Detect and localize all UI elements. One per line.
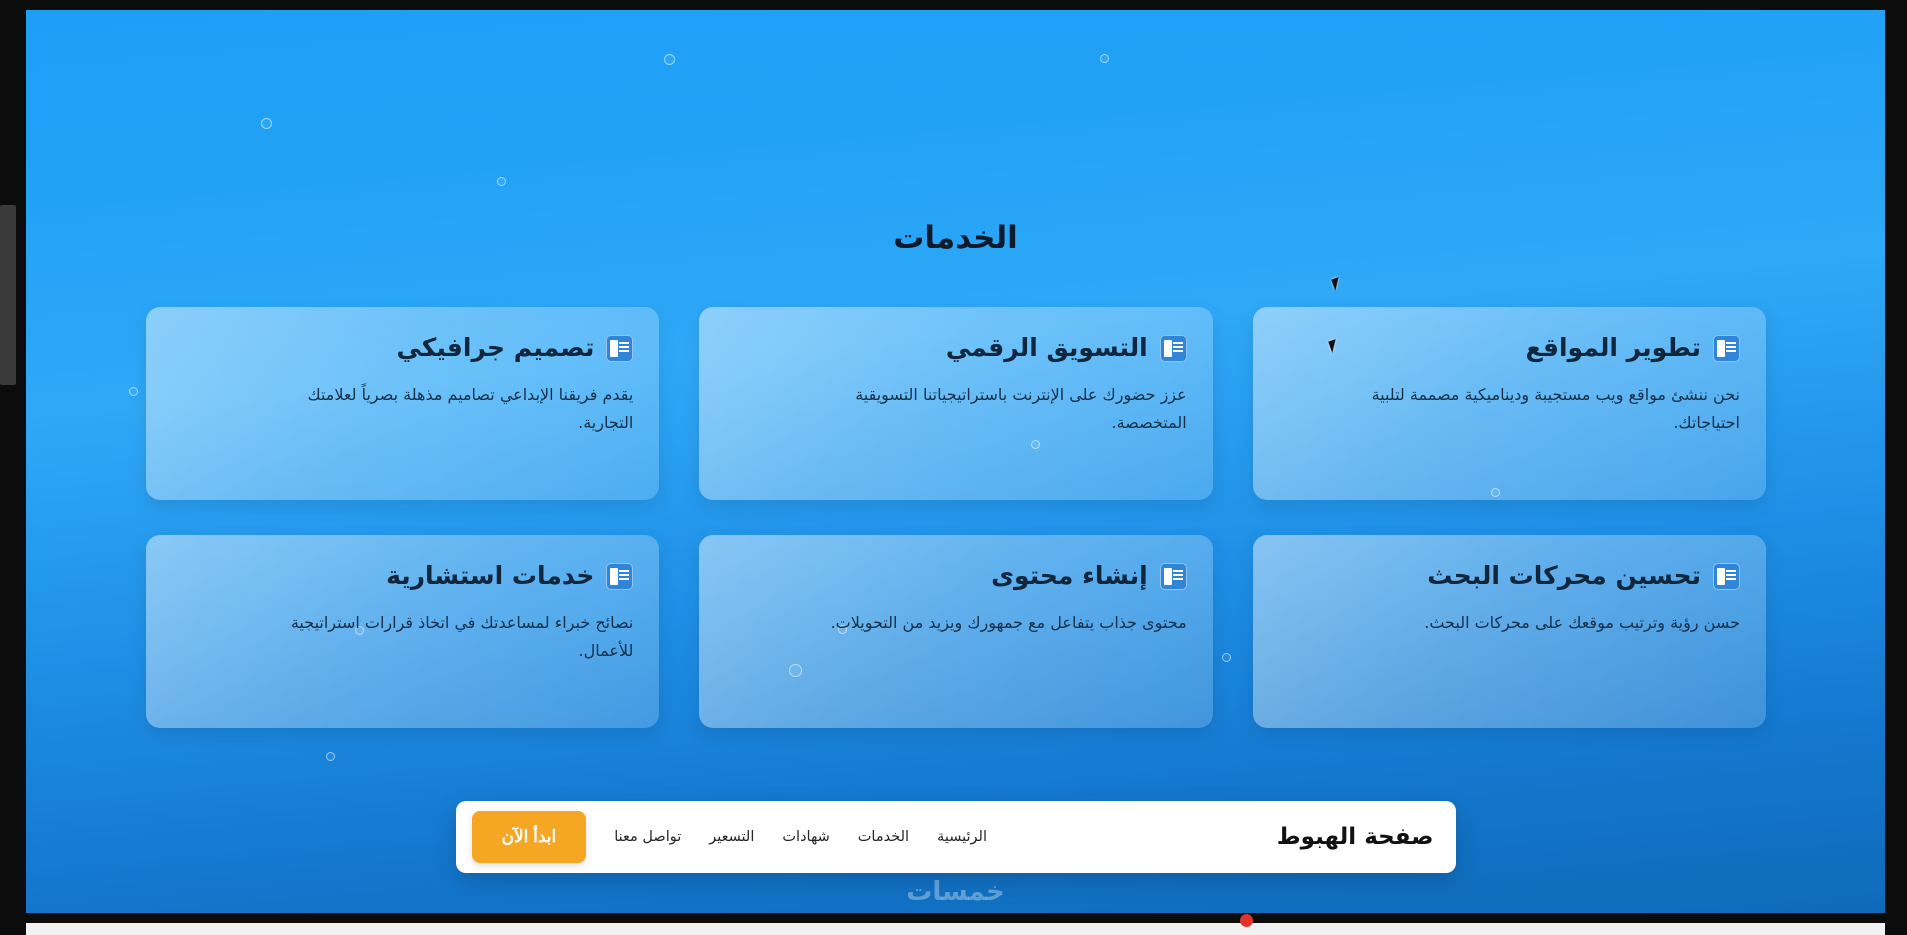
service-card[interactable] (146, 307, 659, 500)
nav-link-contact[interactable]: تواصل معنا (614, 829, 682, 845)
window-frame-top (0, 0, 1907, 10)
window-frame-right (1885, 0, 1907, 935)
status-dot (1240, 914, 1253, 927)
service-card[interactable] (146, 535, 659, 728)
service-title: تصميم جرافيكي (396, 333, 595, 362)
window-app-icon (1713, 335, 1740, 362)
page-bottom-strip (26, 923, 1885, 935)
nav-link-pricing[interactable]: التسعير (709, 829, 755, 845)
bubble-decoration (129, 387, 138, 396)
service-title: التسويق الرقمي (945, 333, 1148, 362)
service-card-header (1279, 561, 1740, 591)
service-card-header (725, 333, 1186, 363)
service-title: خدمات استشارية (386, 561, 595, 590)
service-card-header (725, 561, 1186, 591)
services-grid (146, 307, 1766, 728)
watermark-text: خمسات (906, 877, 1005, 907)
page-title: الخدمات (893, 220, 1018, 256)
service-description: محتوى جذاب يتفاعل مع جمهورك ويزيد من التحويلات. (830, 613, 1187, 632)
bubble-decoration (1100, 54, 1109, 63)
service-card[interactable] (699, 307, 1212, 500)
window-app-icon (1160, 563, 1187, 590)
nav-link-testimonials[interactable]: شهادات (782, 829, 830, 845)
service-description: عزز حضورك على الإنترنت باستراتيجياتنا التسويقية المتخصصة. (855, 385, 1187, 432)
landing-page-canvas (26, 10, 1885, 913)
bottom-navbar (456, 801, 1456, 873)
bubble-decoration (326, 752, 335, 761)
service-card[interactable] (1253, 535, 1766, 728)
service-title: إنشاء محتوى (991, 561, 1148, 590)
window-frame-left (0, 0, 26, 935)
service-description: نصائح خبراء لمساعدتك في اتخاذ قرارات استراتيجية للأعمال. (290, 613, 634, 660)
service-description: يقدم فريقنا الإبداعي تصاميم مذهلة بصرياً لعلامتك التجارية. (307, 385, 634, 432)
bubble-decoration (261, 118, 272, 129)
service-description: حسن رؤية وترتيب موقعك على محركات البحث. (1424, 613, 1740, 632)
page-scrollbar[interactable] (0, 205, 16, 385)
nav-link-services[interactable]: الخدمات (857, 829, 910, 845)
bubble-decoration (497, 177, 506, 186)
start-now-button[interactable]: ابدأ الآن (472, 811, 587, 863)
brand-title: صفحة الهبوط (1276, 824, 1434, 850)
bubble-decoration (664, 54, 675, 65)
service-card-header (1279, 333, 1740, 363)
nav-links (614, 829, 987, 845)
window-app-icon (606, 563, 633, 590)
service-description: نحن ننشئ مواقع ويب مستجيبة وديناميكية مصممة لتلبية احتياجاتك. (1371, 385, 1740, 432)
window-app-icon (1713, 563, 1740, 590)
nav-link-home[interactable]: الرئيسية (937, 829, 987, 845)
service-card-header (172, 561, 633, 591)
window-app-icon (1160, 335, 1187, 362)
service-title: تحسين محركات البحث (1427, 561, 1701, 590)
service-title: تطوير المواقع (1525, 333, 1701, 362)
service-card[interactable] (699, 535, 1212, 728)
window-app-icon (606, 335, 633, 362)
service-card[interactable] (1253, 307, 1766, 500)
service-card-header (172, 333, 633, 363)
